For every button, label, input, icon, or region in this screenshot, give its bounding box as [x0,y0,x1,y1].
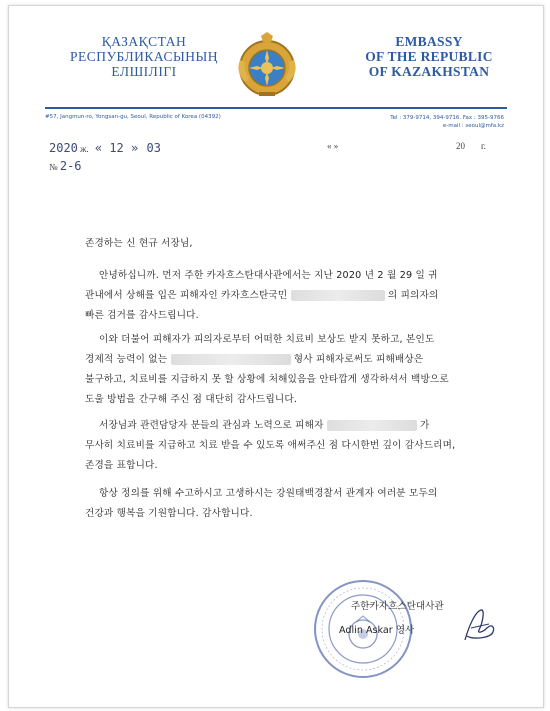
date-right-suffix: г. [481,141,486,151]
date-right-year: 20 [456,141,465,151]
header-kazakh-line-3: ЕЛШІЛІГІ [111,64,177,79]
letter-page [8,5,544,708]
signature-organization: 주한카자흐스탄대사관 [351,601,444,612]
date-right-quotes: « » [327,141,339,151]
redacted-name [327,420,417,431]
header-kazakh-line-2: РЕСПУБЛИКАСЫНЫҢ [69,49,219,64]
paragraph-2-line-1: 이와 더불어 피해자가 피의자로부터 어떠한 치료비 보상도 받지 못하고, 본인도 [99,334,435,345]
reference-prefix: № [49,162,58,172]
embassy-email: e-mail : seoul@mfa.kz [442,123,504,129]
paragraph-2-line-2 [85,350,495,370]
redacted-name [291,290,385,301]
header-english-line-3: OF KAZAKHSTAN [368,64,490,79]
paragraph-4 [85,484,495,524]
paragraph-2-line-2-start: 경제적 능력이 없는 [85,354,168,365]
embassy-contacts [354,114,504,130]
reference-value: 2-6 [59,159,82,173]
paragraph-1-line-3: 빠른 검거를 감사드립니다. [85,310,199,321]
signature-name-title: Adlin Askar 영사 [339,625,415,636]
paragraph-3-line-1-end: 가 [420,420,430,431]
embassy-phone-fax: Tel : 379-9714, 394-9716. Fax : 395-9766 [390,115,504,121]
paragraph-1-line-1: 안녕하십니까. 먼저 주한 카자흐스탄대사관에서는 지난 2020 년 2 월 29 일 귀 [99,270,438,281]
paragraph-3-line-1 [85,416,495,436]
paragraph-3-line-2: 무사히 치료비를 지급하고 치료 받을 수 있도록 애써주신 점 다시한번 깊이 감사드리며, [85,440,456,451]
date-year-suffix: ж. [80,144,89,154]
header-kazakh-line-1: ҚАЗАҚСТАН [101,34,187,49]
date-row [49,141,489,157]
paragraph-2-line-2-end: 형사 피해자로써도 피해배상은 [293,354,424,365]
date-day: 03 [146,141,161,155]
paragraph-1 [85,266,495,326]
paragraph-2-line-3: 불구하고, 치료비를 지급하지 못 할 상황에 처해있음을 안타깝게 생각하셔서 백방으로 [85,374,449,385]
header-english-line-1: EMBASSY [395,34,463,49]
paragraph-4-line-2: 건강과 행복을 기원합니다. 감사합니다. [85,508,253,519]
paragraph-3-line-3: 존경을 표합니다. [85,460,158,471]
date-year: 2020 [49,141,78,155]
paragraph-1-line-2 [85,286,495,306]
header-kazakh-text [49,34,239,79]
paragraph-1-line-2-start: 관내에서 상해를 입은 피해자인 카자흐스탄국민 [85,290,288,301]
handwritten-signature [459,606,499,646]
header-english-line-2: OF THE REPUBLIC [365,49,493,64]
paragraph-3 [85,416,495,476]
date-month: « 12 » [94,141,139,155]
kazakhstan-emblem-icon [231,30,303,102]
header-divider [45,107,507,109]
embassy-address: #57, Jangmun-ro, Yongsan-gu, Seoul, Republic of Korea (04392) [45,114,221,120]
header-english-text [349,34,509,79]
paragraph-2 [85,330,495,410]
redacted-name [171,354,291,365]
reference-number [49,159,82,173]
salutation: 존경하는 신 현규 서장님, [85,238,193,249]
paragraph-4-line-1: 항상 정의를 위해 수고하시고 고생하시는 강원태백경찰서 관계자 여러분 모두의 [99,488,438,499]
paragraph-3-line-1-start: 서장님과 관련담당자 분들의 관심과 노력으로 피해자 [99,420,324,431]
paragraph-1-line-2-end: 의 피의자의 [387,290,439,301]
paragraph-2-line-4: 도울 방법을 간구해 주신 점 대단히 감사드립니다. [85,394,298,405]
